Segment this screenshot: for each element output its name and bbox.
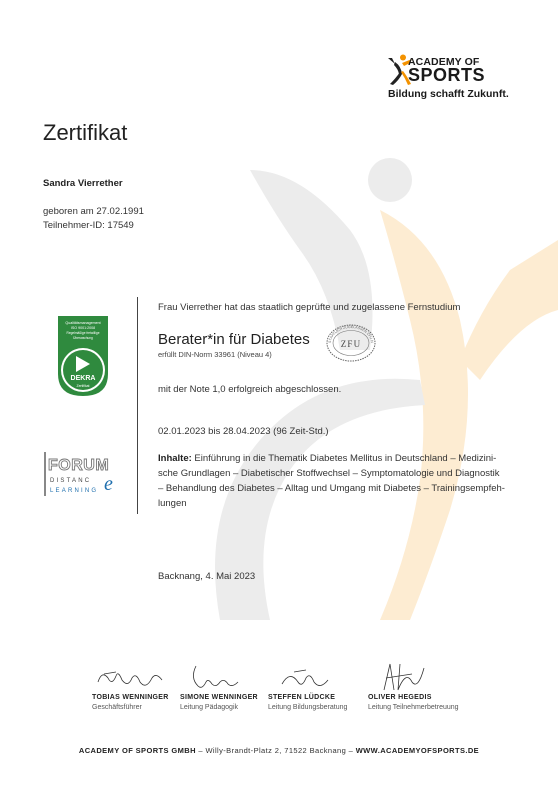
dekra-seal-icon bbox=[56, 314, 110, 398]
dekra-bottom: Zertifikat bbox=[76, 384, 90, 388]
academy-logo bbox=[386, 54, 509, 106]
forum-text: FORUM bbox=[48, 457, 110, 474]
logo-text-line1: ACADEMY OF bbox=[408, 56, 480, 68]
course-title: Berater*in für Diabetes bbox=[158, 331, 310, 348]
forum-learning-text: LEARNING bbox=[50, 488, 99, 494]
place-date: Backnang, 4. Mai 2023 bbox=[158, 571, 256, 582]
content-line-2: sche Grundlagen – Diabetischer Stoffwechsel – Symptomatologie und Diagnostik bbox=[158, 468, 500, 479]
forum-e-glyph: e bbox=[104, 473, 113, 495]
logo-tagline: Bildung schafft Zukunft. bbox=[388, 88, 509, 100]
signatory-name-3: STEFFEN LÜDCKE bbox=[268, 694, 336, 701]
signature-simone-icon bbox=[186, 660, 246, 694]
zfu-seal-icon bbox=[325, 323, 377, 363]
page-title: Zertifikat bbox=[43, 120, 128, 145]
footer-company: ACADEMY OF SPORTS GMBH bbox=[78, 746, 196, 755]
content-label: Inhalte: bbox=[158, 453, 192, 464]
period-text: 02.01.2023 bis 28.04.2023 (96 Zeit-Std.) bbox=[158, 426, 329, 437]
signatory-name-2: SIMONE WENNINGER bbox=[180, 694, 258, 701]
forum-distance-learning-logo bbox=[44, 452, 122, 498]
dekra-brand: DEKRA bbox=[70, 375, 96, 382]
participant-name: Sandra Vierrether bbox=[43, 178, 123, 189]
intro-text: Frau Vierrether hat das staatlich geprüfte und zugelassene Fernstudium bbox=[158, 302, 461, 313]
footer-address: – Willy-Brandt-Platz 2, 71522 Backnang – bbox=[195, 746, 356, 755]
signatory-role-4: Leitung Teilnehmerbetreuung bbox=[368, 704, 459, 711]
birth-date: geboren am 27.02.1991 bbox=[43, 206, 144, 217]
dekra-line-2: ISO 9001:2008 bbox=[70, 326, 96, 330]
signatory-role-3: Leitung Bildungsberatung bbox=[268, 704, 348, 711]
signatory-name-1: TOBIAS WENNINGER bbox=[92, 694, 169, 701]
grade-text: mit der Note 1,0 erfolgreich abgeschlossen. bbox=[158, 384, 342, 395]
content-line-4: lungen bbox=[158, 498, 187, 509]
norm-text: erfüllt DIN-Norm 33961 (Niveau 4) bbox=[158, 350, 272, 359]
signature-tobias-icon bbox=[94, 660, 166, 694]
vertical-divider bbox=[137, 297, 138, 514]
content-paragraph bbox=[158, 451, 538, 511]
signature-steffen-icon bbox=[276, 660, 336, 694]
forum-distance-text: DISTANC bbox=[50, 478, 92, 484]
content-line-1: Einführung in die Thematik Diabetes Mellitus in Deutschland – Medizini- bbox=[194, 453, 497, 464]
zfu-ring-text: STAATLICH ZUGELASSEN ZFU N bbox=[327, 324, 375, 344]
dekra-line-1: Qualitätsmanagement bbox=[65, 321, 101, 325]
footer-website: WWW.ACADEMYOFSPORTS.DE bbox=[355, 746, 480, 755]
dekra-line-3: Regelmäßige freiwillige bbox=[66, 331, 100, 335]
signatory-role-1: Geschäftsführer bbox=[92, 704, 142, 711]
content-line-3: – Behandlung des Diabetes – Alltag und Umgang mit Diabetes – Trainingsempfeh- bbox=[158, 483, 505, 494]
dekra-line-4: Überwachung bbox=[73, 336, 93, 340]
signature-oliver-icon bbox=[372, 660, 432, 694]
signatory-name-4: OLIVER HEGEDIS bbox=[368, 694, 432, 701]
signatory-role-2: Leitung Pädagogik bbox=[180, 704, 238, 711]
zfu-text: ZFU bbox=[340, 339, 362, 349]
footer bbox=[0, 746, 558, 755]
logo-text-line2: SPORTS bbox=[408, 65, 486, 85]
participant-id: Teilnehmer-ID: 17549 bbox=[43, 220, 134, 231]
